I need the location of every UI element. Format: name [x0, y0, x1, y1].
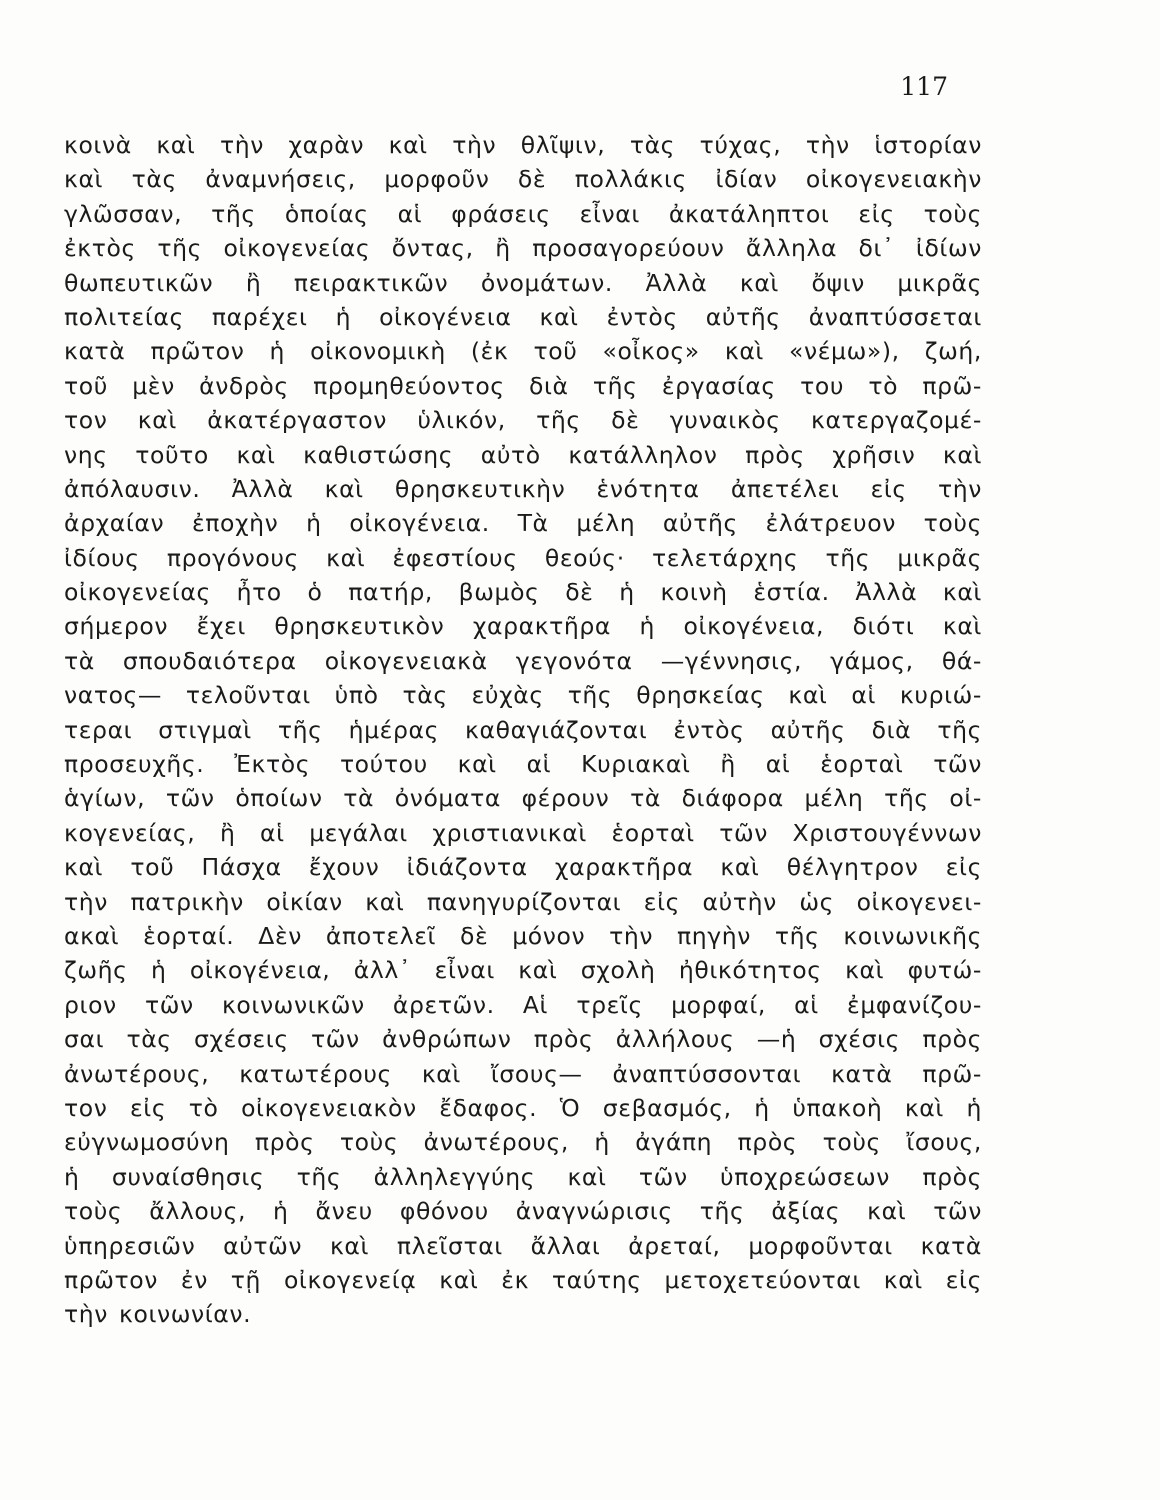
text-line: ἁγίων, τῶν ὁποίων τὰ ὀνόματα φέρουν τὰ διάφορα μέλη τῆς οἰ-	[64, 784, 982, 813]
text-line: ἀπόλαυσιν. Ἀλλὰ καὶ θρησκευτικὴν ἑνότητα ἀπετέλει εἰς τὴν	[64, 474, 982, 503]
text-line: τοὺς ἄλλους, ἡ ἄνευ φθόνου ἀναγνώρισις τῆς ἀξίας καὶ τῶν	[64, 1197, 982, 1226]
text-line: τον εἰς τὸ οἰκογενειακὸν ἔδαφος. Ὁ σεβασμός, ἡ ὑπακοὴ καὶ ἡ	[64, 1093, 982, 1122]
text-line: τον καὶ ἀκατέργαστον ὑλικόν, τῆς δὲ γυναικὸς κατεργαζομέ-	[64, 406, 982, 435]
text-line: νατος— τελοῦνται ὑπὸ τὰς εὐχὰς τῆς θρησκείας καὶ αἱ κυριώ-	[64, 681, 982, 710]
text-line: πολιτείας παρέχει ἡ οἰκογένεια καὶ ἐντὸς αὐτῆς ἀναπτύσσεται	[64, 302, 982, 331]
text-line: ἀρχαίαν ἐποχὴν ἡ οἰκογένεια. Τὰ μέλη αὐτῆς ἐλάτρευον τοὺς	[64, 509, 982, 538]
text-line: οἰκογενείας ἦτο ὁ πατήρ, βωμὸς δὲ ἡ κοινὴ ἑστία. Ἀλλὰ καὶ	[64, 578, 982, 607]
text-line: πρῶτον ἐν τῇ οἰκογενείᾳ καὶ ἐκ ταύτης μετοχετεύονται καὶ εἰς	[64, 1265, 982, 1294]
text-line: ἡ συναίσθησις τῆς ἀλληλεγγύης καὶ τῶν ὑποχρεώσεων πρὸς	[64, 1162, 982, 1191]
text-line: σήμερον ἔχει θρησκευτικὸν χαρακτῆρα ἡ οἰκογένεια, διότι καὶ	[64, 612, 982, 641]
text-line: σαι τὰς σχέσεις τῶν ἀνθρώπων πρὸς ἀλλήλους —ἡ σχέσις πρὸς	[64, 1025, 982, 1054]
text-line: καὶ τοῦ Πάσχα ἔχουν ἰδιάζοντα χαρακτῆρα καὶ θέλγητρον εἰς	[64, 853, 982, 882]
text-line: τὰ σπουδαιότερα οἰκογενειακὰ γεγονότα —γέννησις, γάμος, θά-	[64, 646, 982, 675]
text-line: ἰδίους προγόνους καὶ ἐφεστίους θεούς· τελετάρχης τῆς μικρᾶς	[64, 543, 982, 572]
text-line: ακαὶ ἑορταί. Δὲν ἀποτελεῖ δὲ μόνον τὴν πηγὴν τῆς κοινωνικῆς	[64, 921, 982, 950]
text-line: κοινὰ καὶ τὴν χαρὰν καὶ τὴν θλῖψιν, τὰς τύχας, τὴν ἱστορίαν	[64, 131, 982, 159]
text-line: ὑπηρεσιῶν αὐτῶν καὶ πλεῖσται ἄλλαι ἀρεταί, μορφοῦνται κατὰ	[64, 1231, 982, 1260]
text-line: γλῶσσαν, τῆς ὁποίας αἱ φράσεις εἶναι ἀκατάληπτοι εἰς τοὺς	[64, 199, 982, 228]
body-paragraph	[64, 128, 982, 1332]
text-line: καὶ τὰς ἀναμνήσεις, μορφοῦν δὲ πολλάκις ἰδίαν οἰκογενειακὴν	[64, 165, 982, 194]
text-line: κογενείας, ἢ αἱ μεγάλαι χριστιανικαὶ ἑορταὶ τῶν Χριστουγέννων	[64, 818, 982, 847]
text-line: τεραι στιγμαὶ τῆς ἡμέρας καθαγιάζονται ἐντὸς αὐτῆς διὰ τῆς	[64, 715, 982, 744]
page-number: 117	[900, 72, 948, 101]
text-line: θωπευτικῶν ἢ πειρακτικῶν ὀνομάτων. Ἀλλὰ καὶ ὄψιν μικρᾶς	[64, 268, 982, 297]
text-line: τὴν κοινωνίαν.	[64, 1300, 252, 1329]
text-line: εὐγνωμοσύνη πρὸς τοὺς ἀνωτέρους, ἡ ἀγάπη πρὸς τοὺς ἴσους,	[64, 1128, 982, 1157]
text-line: ἐκτὸς τῆς οἰκογενείας ὄντας, ἢ προσαγορεύουν ἄλληλα δι᾽ ἰδίων	[64, 234, 982, 263]
text-line: ἀνωτέρους, κατωτέρους καὶ ἴσους— ἀναπτύσσονται κατὰ πρῶ-	[64, 1059, 982, 1088]
text-line: ριον τῶν κοινωνικῶν ἀρετῶν. Αἱ τρεῖς μορφαί, αἱ ἐμφανίζου-	[64, 990, 982, 1019]
text-line: τοῦ μὲν ἀνδρὸς προμηθεύοντος διὰ τῆς ἐργασίας του τὸ πρῶ-	[64, 371, 982, 400]
text-line: ζωῆς ἡ οἰκογένεια, ἀλλ᾽ εἶναι καὶ σχολὴ ἠθικότητος καὶ φυτώ-	[64, 956, 982, 985]
text-line: προσευχῆς. Ἐκτὸς τούτου καὶ αἱ Κυριακαὶ ἢ αἱ ἑορταὶ τῶν	[64, 750, 982, 779]
text-line: κατὰ πρῶτον ἡ οἰκονομικὴ (ἐκ τοῦ «οἶκος» καὶ «νέμω»), ζωή,	[64, 337, 982, 366]
text-line: τὴν πατρικὴν οἰκίαν καὶ πανηγυρίζονται εἰς αὐτὴν ὡς οἰκογενει-	[64, 887, 982, 916]
text-line: νης τοῦτο καὶ καθιστώσης αὐτὸ κατάλληλον πρὸς χρῆσιν καὶ	[64, 440, 982, 469]
